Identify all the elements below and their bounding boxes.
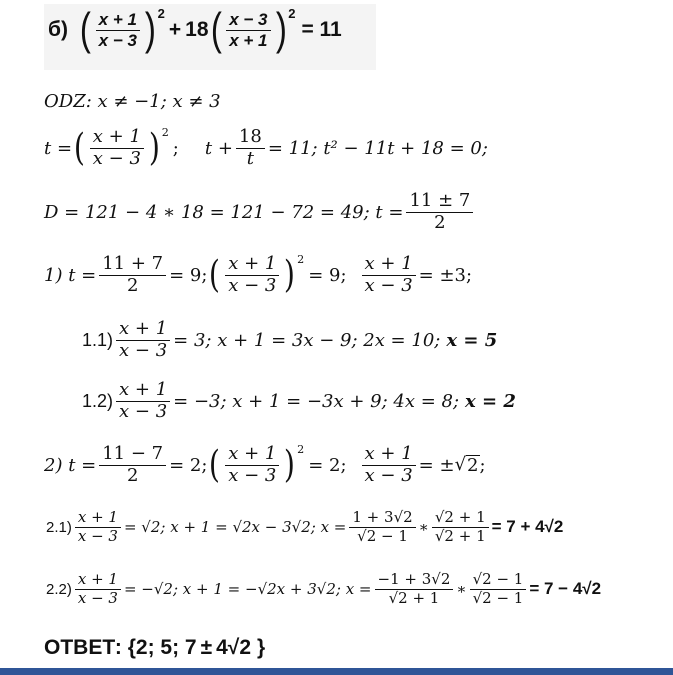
task-term-1: ( $\frac{x + 1}{x - 3}$ ) 2: [79, 5, 165, 54]
case-1-2-line: 1.2) $\frac{x + 1}{x - 3}$ = −3; x + 1 = −3x + 9; 4x = 8; x = 2: [82, 379, 516, 422]
odz-text: ODZ: x ≠ −1; x ≠ 3: [44, 91, 221, 112]
final-answer: ОТВЕТ: {2; 5; 7 ± 4√2 }: [44, 636, 266, 659]
task-label: б): [48, 18, 68, 42]
task-equation: б) ( $\frac{x + 1}{x - 3}$ ) 2 + 18 ( $\frac{x - 3}{x + 1}$ ) 2 = 11: [48, 5, 342, 54]
case-2-2-line: 2.2) $\frac{x + 1}{x - 3}$ = −√2; x + 1 = −√2x + 3√2; x = $\frac{-1 + 3√2}{√2 + 1}$ ∗ $\frac{√2 - 1}{√2 - 1}$ = 7 − 4√2: [46, 570, 602, 607]
root-x2: x = 2: [465, 390, 516, 412]
case-2-1-line: 2.1) $\frac{x + 1}{x - 3}$ = √2; x + 1 = √2x − 3√2; x = $\frac{1 + 3√2}{√2 - 1}$ ∗ $\frac{√2 + 1}{√2 + 1}$ = 7 + 4√2: [46, 508, 564, 545]
case-1-1-line: 1.1) $\frac{x + 1}{x - 3}$ = 3; x + 1 = 3x − 9; 2x = 10; x = 5: [82, 318, 498, 361]
root-x5: x = 5: [446, 329, 498, 351]
case-1-line: 1) t = $\frac{11 + 7}{2}$ = 9; ( $\frac{x + 1}{x - 3}$ ) 2 = 9; $\frac{x + 1}{x - 3}$ = ±3;: [44, 252, 473, 297]
root-x3: = 7 + 4√2: [491, 517, 564, 537]
case-2-line: 2) t = $\frac{11 - 7}{2}$ = 2; ( $\frac{x + 1}{x - 3}$ ) 2 = 2; $\frac{x + 1}{x - 3}$ = ± √ 2 ;: [44, 442, 486, 487]
root-x4: = 7 − 4√2: [529, 579, 602, 599]
odz-line: [44, 91, 221, 112]
task-term-2: ( $\frac{x - 3}{x + 1}$ ) 2: [210, 5, 296, 54]
bottom-accent-bar: [0, 668, 673, 675]
discriminant-line: D = 121 − 4 ∗ 18 = 121 − 72 = 49; t = $\frac{11 \pm 7}{2}$: [44, 192, 476, 233]
substitution-line: t = ( $\frac{x + 1}{x - 3}$ ) 2 ; t + $\frac{18}{t}$ = 11; t² − 11t + 18 = 0;: [44, 125, 488, 170]
